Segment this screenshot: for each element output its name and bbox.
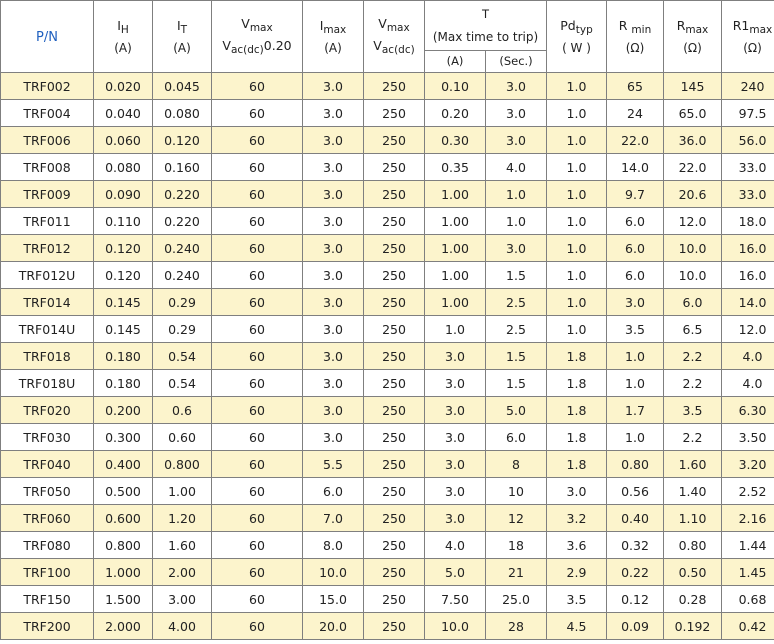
cell-tsec: 3.0 bbox=[486, 235, 547, 262]
cell-pd: 1.0 bbox=[547, 100, 607, 127]
cell-imax: 8.0 bbox=[303, 532, 364, 559]
header-trip-a: (A) bbox=[425, 51, 486, 73]
cell-it: 0.220 bbox=[153, 208, 212, 235]
cell-ih: 0.120 bbox=[94, 262, 153, 289]
cell-v2: 250 bbox=[364, 559, 425, 586]
cell-v1: 60 bbox=[212, 397, 303, 424]
cell-rmin: 6.0 bbox=[607, 235, 664, 262]
cell-v1: 60 bbox=[212, 73, 303, 100]
cell-it: 0.120 bbox=[153, 127, 212, 154]
table-row bbox=[1, 73, 774, 100]
cell-pn: TRF200 bbox=[1, 613, 94, 640]
cell-pd: 1.0 bbox=[547, 127, 607, 154]
cell-ih: 0.200 bbox=[94, 397, 153, 424]
cell-tsec: 1.0 bbox=[486, 181, 547, 208]
cell-pd: 3.5 bbox=[547, 586, 607, 613]
cell-rmax: 2.2 bbox=[664, 370, 722, 397]
cell-v1: 60 bbox=[212, 235, 303, 262]
cell-rmin: 1.7 bbox=[607, 397, 664, 424]
table-row bbox=[1, 181, 774, 208]
table-row bbox=[1, 451, 774, 478]
header-imax: $I_{max}$ (A) bbox=[303, 1, 364, 73]
cell-rmax: 1.10 bbox=[664, 505, 722, 532]
cell-r1max: 3.20 bbox=[722, 451, 774, 478]
cell-tsec: 28 bbox=[486, 613, 547, 640]
cell-rmin: 9.7 bbox=[607, 181, 664, 208]
cell-tsec: 1.5 bbox=[486, 343, 547, 370]
cell-ta: 5.0 bbox=[425, 559, 486, 586]
cell-v2: 250 bbox=[364, 316, 425, 343]
cell-ta: 3.0 bbox=[425, 343, 486, 370]
cell-pn: TRF014 bbox=[1, 289, 94, 316]
cell-rmax: 20.6 bbox=[664, 181, 722, 208]
header-r1max: $R1_{max}$ (Ω) bbox=[722, 1, 774, 73]
cell-rmin: 1.0 bbox=[607, 343, 664, 370]
cell-r1max: 18.0 bbox=[722, 208, 774, 235]
cell-rmax: 0.192 bbox=[664, 613, 722, 640]
cell-ih: 0.145 bbox=[94, 316, 153, 343]
cell-v2: 250 bbox=[364, 586, 425, 613]
cell-imax: 3.0 bbox=[303, 73, 364, 100]
cell-ih: 0.600 bbox=[94, 505, 153, 532]
cell-v1: 60 bbox=[212, 181, 303, 208]
cell-v2: 250 bbox=[364, 424, 425, 451]
cell-v1: 60 bbox=[212, 100, 303, 127]
table-row bbox=[1, 235, 774, 262]
cell-rmax: 2.2 bbox=[664, 343, 722, 370]
cell-v1: 60 bbox=[212, 559, 303, 586]
cell-r1max: 16.0 bbox=[722, 235, 774, 262]
cell-r1max: 0.68 bbox=[722, 586, 774, 613]
cell-ih: 0.110 bbox=[94, 208, 153, 235]
cell-ta: 1.0 bbox=[425, 316, 486, 343]
cell-r1max: 1.45 bbox=[722, 559, 774, 586]
cell-ta: 1.00 bbox=[425, 235, 486, 262]
cell-v2: 250 bbox=[364, 127, 425, 154]
cell-pd: 1.8 bbox=[547, 451, 607, 478]
cell-it: 1.60 bbox=[153, 532, 212, 559]
cell-imax: 3.0 bbox=[303, 397, 364, 424]
cell-tsec: 1.5 bbox=[486, 370, 547, 397]
cell-pd: 1.0 bbox=[547, 235, 607, 262]
cell-imax: 7.0 bbox=[303, 505, 364, 532]
table-row bbox=[1, 505, 774, 532]
cell-rmin: 0.80 bbox=[607, 451, 664, 478]
cell-ta: 1.00 bbox=[425, 262, 486, 289]
cell-pn: TRF008 bbox=[1, 154, 94, 181]
cell-ta: 3.0 bbox=[425, 451, 486, 478]
cell-v2: 250 bbox=[364, 505, 425, 532]
cell-tsec: 8 bbox=[486, 451, 547, 478]
cell-pn: TRF040 bbox=[1, 451, 94, 478]
table-row bbox=[1, 316, 774, 343]
cell-tsec: 18 bbox=[486, 532, 547, 559]
cell-tsec: 6.0 bbox=[486, 424, 547, 451]
cell-rmin: 0.09 bbox=[607, 613, 664, 640]
cell-pn: TRF002 bbox=[1, 73, 94, 100]
header-trip-sec: (Sec.) bbox=[486, 51, 547, 73]
cell-tsec: 25.0 bbox=[486, 586, 547, 613]
cell-v1: 60 bbox=[212, 613, 303, 640]
cell-r1max: 33.0 bbox=[722, 154, 774, 181]
cell-rmax: 1.40 bbox=[664, 478, 722, 505]
cell-v2: 250 bbox=[364, 73, 425, 100]
cell-ih: 0.020 bbox=[94, 73, 153, 100]
cell-it: 0.54 bbox=[153, 343, 212, 370]
table-body bbox=[1, 73, 774, 640]
table-row bbox=[1, 397, 774, 424]
cell-v2: 250 bbox=[364, 613, 425, 640]
cell-v1: 60 bbox=[212, 586, 303, 613]
cell-ta: 4.0 bbox=[425, 532, 486, 559]
cell-r1max: 33.0 bbox=[722, 181, 774, 208]
cell-ta: 3.0 bbox=[425, 397, 486, 424]
cell-pn: TRF020 bbox=[1, 397, 94, 424]
cell-pd: 1.0 bbox=[547, 181, 607, 208]
cell-v2: 250 bbox=[364, 532, 425, 559]
cell-r1max: 56.0 bbox=[722, 127, 774, 154]
cell-ta: 3.0 bbox=[425, 478, 486, 505]
cell-imax: 3.0 bbox=[303, 289, 364, 316]
cell-pd: 3.2 bbox=[547, 505, 607, 532]
cell-rmin: 1.0 bbox=[607, 370, 664, 397]
cell-rmin: 65 bbox=[607, 73, 664, 100]
cell-r1max: 4.0 bbox=[722, 343, 774, 370]
cell-ih: 0.500 bbox=[94, 478, 153, 505]
cell-pd: 1.0 bbox=[547, 208, 607, 235]
cell-it: 0.160 bbox=[153, 154, 212, 181]
cell-ta: 1.00 bbox=[425, 289, 486, 316]
cell-imax: 3.0 bbox=[303, 181, 364, 208]
cell-rmin: 0.56 bbox=[607, 478, 664, 505]
cell-r1max: 240 bbox=[722, 73, 774, 100]
cell-it: 0.220 bbox=[153, 181, 212, 208]
cell-tsec: 1.0 bbox=[486, 208, 547, 235]
cell-tsec: 21 bbox=[486, 559, 547, 586]
header-pn: P/N bbox=[1, 1, 94, 73]
cell-ta: 1.00 bbox=[425, 208, 486, 235]
cell-v1: 60 bbox=[212, 289, 303, 316]
cell-v1: 60 bbox=[212, 343, 303, 370]
cell-rmin: 1.0 bbox=[607, 424, 664, 451]
cell-tsec: 12 bbox=[486, 505, 547, 532]
cell-r1max: 97.5 bbox=[722, 100, 774, 127]
cell-rmax: 22.0 bbox=[664, 154, 722, 181]
cell-it: 3.00 bbox=[153, 586, 212, 613]
cell-pd: 4.5 bbox=[547, 613, 607, 640]
cell-v1: 60 bbox=[212, 208, 303, 235]
cell-v2: 250 bbox=[364, 343, 425, 370]
cell-ta: 7.50 bbox=[425, 586, 486, 613]
cell-pd: 3.6 bbox=[547, 532, 607, 559]
cell-v2: 250 bbox=[364, 397, 425, 424]
header-pd: $Pd_{typ}$ ( W ) bbox=[547, 1, 607, 73]
cell-rmin: 6.0 bbox=[607, 262, 664, 289]
cell-ta: 10.0 bbox=[425, 613, 486, 640]
table-row bbox=[1, 478, 774, 505]
cell-pn: TRF014U bbox=[1, 316, 94, 343]
cell-it: 0.080 bbox=[153, 100, 212, 127]
cell-pn: TRF050 bbox=[1, 478, 94, 505]
cell-rmin: 22.0 bbox=[607, 127, 664, 154]
header-vmax-dc: $V_{max}$ $V_{ac(dc)}$ bbox=[364, 1, 425, 73]
cell-tsec: 3.0 bbox=[486, 73, 547, 100]
cell-rmax: 1.60 bbox=[664, 451, 722, 478]
cell-ta: 0.30 bbox=[425, 127, 486, 154]
cell-imax: 3.0 bbox=[303, 154, 364, 181]
cell-pd: 1.0 bbox=[547, 154, 607, 181]
cell-ih: 2.000 bbox=[94, 613, 153, 640]
cell-rmax: 10.0 bbox=[664, 262, 722, 289]
cell-rmin: 0.12 bbox=[607, 586, 664, 613]
cell-v2: 250 bbox=[364, 451, 425, 478]
cell-ih: 0.400 bbox=[94, 451, 153, 478]
cell-it: 0.045 bbox=[153, 73, 212, 100]
cell-v1: 60 bbox=[212, 262, 303, 289]
cell-it: 0.240 bbox=[153, 262, 212, 289]
cell-rmin: 14.0 bbox=[607, 154, 664, 181]
cell-tsec: 1.5 bbox=[486, 262, 547, 289]
cell-rmax: 10.0 bbox=[664, 235, 722, 262]
cell-it: 1.00 bbox=[153, 478, 212, 505]
cell-pn: TRF012 bbox=[1, 235, 94, 262]
table-row bbox=[1, 343, 774, 370]
cell-rmax: 0.28 bbox=[664, 586, 722, 613]
table-row bbox=[1, 262, 774, 289]
cell-r1max: 12.0 bbox=[722, 316, 774, 343]
cell-v1: 60 bbox=[212, 532, 303, 559]
cell-rmin: 3.0 bbox=[607, 289, 664, 316]
cell-rmax: 65.0 bbox=[664, 100, 722, 127]
cell-pn: TRF018 bbox=[1, 343, 94, 370]
cell-ta: 0.35 bbox=[425, 154, 486, 181]
cell-pn: TRF150 bbox=[1, 586, 94, 613]
cell-it: 1.20 bbox=[153, 505, 212, 532]
cell-it: 2.00 bbox=[153, 559, 212, 586]
cell-r1max: 2.52 bbox=[722, 478, 774, 505]
cell-pd: 1.8 bbox=[547, 370, 607, 397]
cell-rmax: 36.0 bbox=[664, 127, 722, 154]
cell-pd: 1.8 bbox=[547, 397, 607, 424]
cell-r1max: 1.44 bbox=[722, 532, 774, 559]
cell-pd: 1.0 bbox=[547, 73, 607, 100]
cell-v2: 250 bbox=[364, 235, 425, 262]
header-it: $I_T$ (A) bbox=[153, 1, 212, 73]
cell-tsec: 10 bbox=[486, 478, 547, 505]
cell-tsec: 2.5 bbox=[486, 316, 547, 343]
cell-ta: 3.0 bbox=[425, 370, 486, 397]
cell-ta: 3.0 bbox=[425, 505, 486, 532]
cell-v1: 60 bbox=[212, 316, 303, 343]
cell-tsec: 3.0 bbox=[486, 100, 547, 127]
cell-pd: 2.9 bbox=[547, 559, 607, 586]
cell-it: 0.800 bbox=[153, 451, 212, 478]
cell-r1max: 0.42 bbox=[722, 613, 774, 640]
cell-it: 0.29 bbox=[153, 289, 212, 316]
cell-pn: TRF011 bbox=[1, 208, 94, 235]
cell-it: 0.6 bbox=[153, 397, 212, 424]
cell-r1max: 16.0 bbox=[722, 262, 774, 289]
cell-it: 0.240 bbox=[153, 235, 212, 262]
cell-v2: 250 bbox=[364, 370, 425, 397]
cell-rmax: 12.0 bbox=[664, 208, 722, 235]
cell-pd: 3.0 bbox=[547, 478, 607, 505]
cell-it: 0.54 bbox=[153, 370, 212, 397]
cell-rmin: 0.22 bbox=[607, 559, 664, 586]
cell-ih: 0.800 bbox=[94, 532, 153, 559]
cell-ih: 0.180 bbox=[94, 370, 153, 397]
cell-imax: 3.0 bbox=[303, 127, 364, 154]
cell-imax: 3.0 bbox=[303, 208, 364, 235]
table-row bbox=[1, 127, 774, 154]
cell-imax: 3.0 bbox=[303, 235, 364, 262]
cell-tsec: 2.5 bbox=[486, 289, 547, 316]
cell-it: 0.60 bbox=[153, 424, 212, 451]
cell-imax: 5.5 bbox=[303, 451, 364, 478]
table-row bbox=[1, 100, 774, 127]
header-ih: $I_H$ (A) bbox=[94, 1, 153, 73]
cell-ih: 1.500 bbox=[94, 586, 153, 613]
cell-rmax: 6.5 bbox=[664, 316, 722, 343]
cell-imax: 3.0 bbox=[303, 100, 364, 127]
cell-pn: TRF018U bbox=[1, 370, 94, 397]
cell-imax: 15.0 bbox=[303, 586, 364, 613]
cell-ta: 3.0 bbox=[425, 424, 486, 451]
table-row bbox=[1, 424, 774, 451]
cell-it: 0.29 bbox=[153, 316, 212, 343]
cell-imax: 20.0 bbox=[303, 613, 364, 640]
table-row bbox=[1, 532, 774, 559]
header-rmax: $R_{max}$ (Ω) bbox=[664, 1, 722, 73]
cell-r1max: 6.30 bbox=[722, 397, 774, 424]
cell-v1: 60 bbox=[212, 370, 303, 397]
table-row bbox=[1, 559, 774, 586]
cell-v2: 250 bbox=[364, 262, 425, 289]
cell-ih: 0.145 bbox=[94, 289, 153, 316]
cell-pd: 1.0 bbox=[547, 262, 607, 289]
cell-imax: 10.0 bbox=[303, 559, 364, 586]
cell-pn: TRF080 bbox=[1, 532, 94, 559]
cell-v2: 250 bbox=[364, 181, 425, 208]
table-row bbox=[1, 154, 774, 181]
table-row bbox=[1, 208, 774, 235]
cell-imax: 3.0 bbox=[303, 316, 364, 343]
cell-imax: 3.0 bbox=[303, 343, 364, 370]
cell-pn: TRF012U bbox=[1, 262, 94, 289]
cell-ih: 0.120 bbox=[94, 235, 153, 262]
cell-ih: 1.000 bbox=[94, 559, 153, 586]
cell-v1: 60 bbox=[212, 154, 303, 181]
cell-v1: 60 bbox=[212, 478, 303, 505]
cell-pd: 1.0 bbox=[547, 289, 607, 316]
header-vmax-ac: $V_{max}$ $V_{ac(dc)}0.20$ bbox=[212, 1, 303, 73]
table-header bbox=[1, 1, 774, 73]
cell-ih: 0.180 bbox=[94, 343, 153, 370]
cell-pn: TRF009 bbox=[1, 181, 94, 208]
header-trip-time: T (Max time to trip) bbox=[425, 1, 547, 51]
cell-ih: 0.040 bbox=[94, 100, 153, 127]
cell-r1max: 4.0 bbox=[722, 370, 774, 397]
cell-tsec: 5.0 bbox=[486, 397, 547, 424]
cell-imax: 3.0 bbox=[303, 262, 364, 289]
cell-v2: 250 bbox=[364, 100, 425, 127]
header-rmin: R $_{min}$ (Ω) bbox=[607, 1, 664, 73]
cell-rmin: 3.5 bbox=[607, 316, 664, 343]
table-row bbox=[1, 586, 774, 613]
cell-v2: 250 bbox=[364, 154, 425, 181]
cell-ih: 0.300 bbox=[94, 424, 153, 451]
cell-ih: 0.080 bbox=[94, 154, 153, 181]
cell-pn: TRF100 bbox=[1, 559, 94, 586]
table-row bbox=[1, 289, 774, 316]
cell-pd: 1.0 bbox=[547, 316, 607, 343]
cell-r1max: 2.16 bbox=[722, 505, 774, 532]
cell-rmax: 0.50 bbox=[664, 559, 722, 586]
table-row bbox=[1, 370, 774, 397]
cell-v2: 250 bbox=[364, 208, 425, 235]
cell-v2: 250 bbox=[364, 289, 425, 316]
cell-ta: 1.00 bbox=[425, 181, 486, 208]
cell-imax: 6.0 bbox=[303, 478, 364, 505]
cell-rmin: 24 bbox=[607, 100, 664, 127]
cell-pn: TRF006 bbox=[1, 127, 94, 154]
cell-tsec: 3.0 bbox=[486, 127, 547, 154]
cell-pn: TRF004 bbox=[1, 100, 94, 127]
cell-ih: 0.060 bbox=[94, 127, 153, 154]
cell-rmax: 145 bbox=[664, 73, 722, 100]
cell-tsec: 4.0 bbox=[486, 154, 547, 181]
cell-rmax: 0.80 bbox=[664, 532, 722, 559]
cell-pn: TRF060 bbox=[1, 505, 94, 532]
table-row bbox=[1, 613, 774, 640]
cell-r1max: 3.50 bbox=[722, 424, 774, 451]
cell-ta: 0.20 bbox=[425, 100, 486, 127]
cell-pn: TRF030 bbox=[1, 424, 94, 451]
cell-v1: 60 bbox=[212, 451, 303, 478]
cell-imax: 3.0 bbox=[303, 424, 364, 451]
cell-imax: 3.0 bbox=[303, 370, 364, 397]
cell-it: 4.00 bbox=[153, 613, 212, 640]
cell-r1max: 14.0 bbox=[722, 289, 774, 316]
cell-rmax: 3.5 bbox=[664, 397, 722, 424]
cell-rmax: 2.2 bbox=[664, 424, 722, 451]
cell-rmin: 0.32 bbox=[607, 532, 664, 559]
cell-ih: 0.090 bbox=[94, 181, 153, 208]
cell-ta: 0.10 bbox=[425, 73, 486, 100]
cell-pd: 1.8 bbox=[547, 343, 607, 370]
cell-rmin: 6.0 bbox=[607, 208, 664, 235]
cell-v1: 60 bbox=[212, 505, 303, 532]
cell-v1: 60 bbox=[212, 424, 303, 451]
cell-pd: 1.8 bbox=[547, 424, 607, 451]
cell-rmin: 0.40 bbox=[607, 505, 664, 532]
cell-rmax: 6.0 bbox=[664, 289, 722, 316]
cell-v1: 60 bbox=[212, 127, 303, 154]
cell-v2: 250 bbox=[364, 478, 425, 505]
